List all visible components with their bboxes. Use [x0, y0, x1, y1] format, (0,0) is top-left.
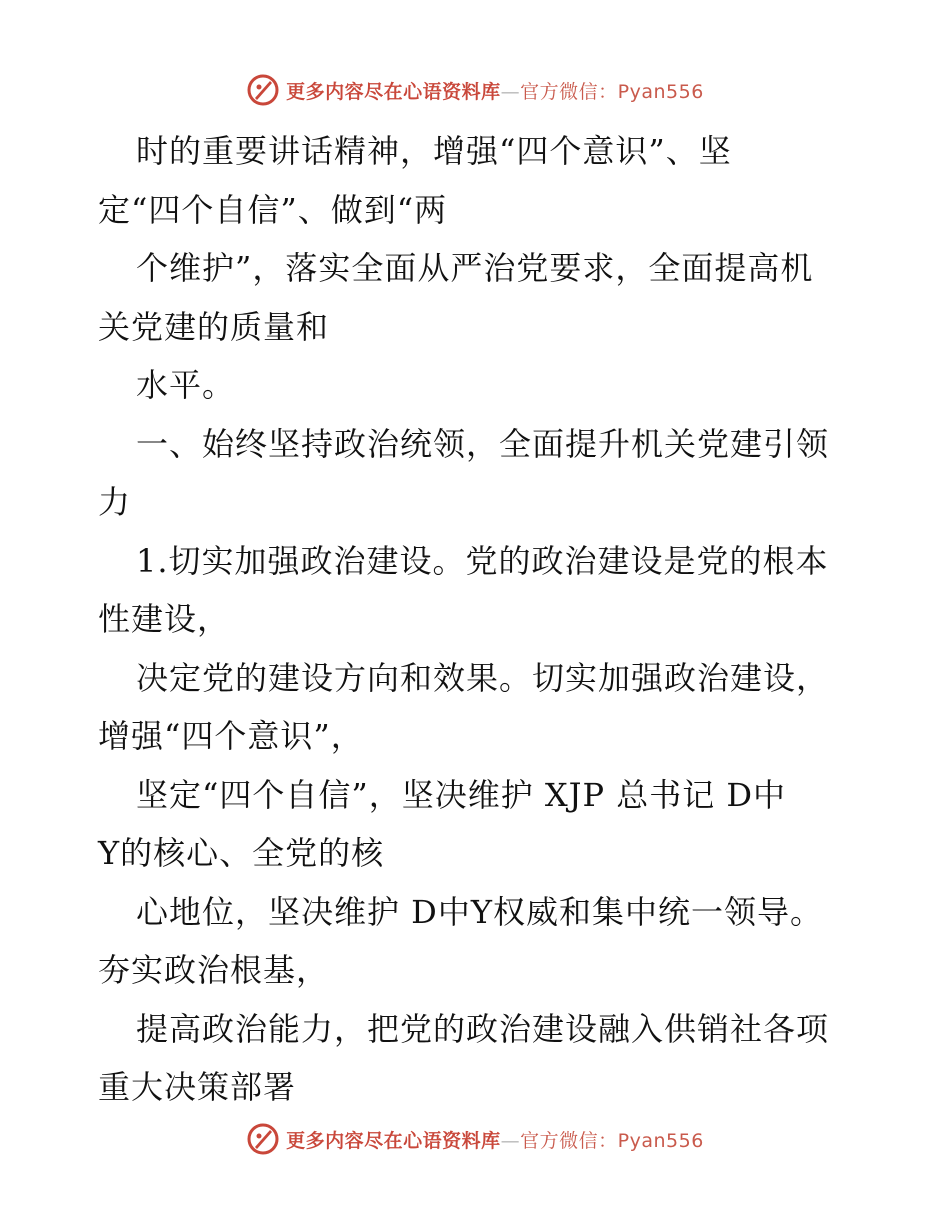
- text-line: 一、始终坚持政治统领，全面提升机关党建引领: [136, 424, 830, 463]
- text-line: 重大决策部署: [98, 1068, 297, 1106]
- text-line: 心地位，坚决维护 D中Y权威和集中统一领导。: [136, 892, 823, 931]
- header-banner-inner: [246, 73, 704, 107]
- text-line: 关党建的质量和: [98, 307, 330, 346]
- quill-circle-icon: [246, 1122, 280, 1156]
- text-line: 1.切实加强政治建设。党的政治建设是党的根本: [136, 541, 829, 580]
- header-banner-text: 更多内容尽在心语资料库—官方微信：Pyan556: [286, 80, 704, 103]
- text-line: 夯实政治根基，: [98, 951, 330, 989]
- footer-banner: [0, 1119, 950, 1159]
- quill-circle-icon: [246, 73, 280, 107]
- text-line: 坚定“四个自信”，坚决维护 XJP 总书记 D中: [136, 775, 787, 814]
- text-line: Y的核心、全党的核: [98, 834, 385, 872]
- text-line: 时的重要讲话精神，增强“四个意识”、坚: [136, 132, 732, 170]
- header-banner: [0, 70, 950, 110]
- document-body: [98, 122, 858, 1117]
- text-line: 增强“四个意识”，: [98, 717, 364, 755]
- text-line: 决定党的建设方向和效果。切实加强政治建设，: [136, 658, 830, 697]
- text-line: 提高政治能力，把党的政治建设融入供销社各项: [136, 1009, 830, 1048]
- footer-banner-inner: [246, 1122, 704, 1156]
- text-line: 定“四个自信”、做到“两: [98, 190, 448, 229]
- text-line: 个维护”，落实全面从严治党要求，全面提高机: [136, 249, 814, 287]
- text-line: 水平。: [136, 366, 236, 404]
- footer-banner-text: 更多内容尽在心语资料库—官方微信：Pyan556: [286, 1129, 704, 1152]
- text-line: 力: [98, 483, 132, 521]
- text-line: 性建设，: [98, 600, 231, 638]
